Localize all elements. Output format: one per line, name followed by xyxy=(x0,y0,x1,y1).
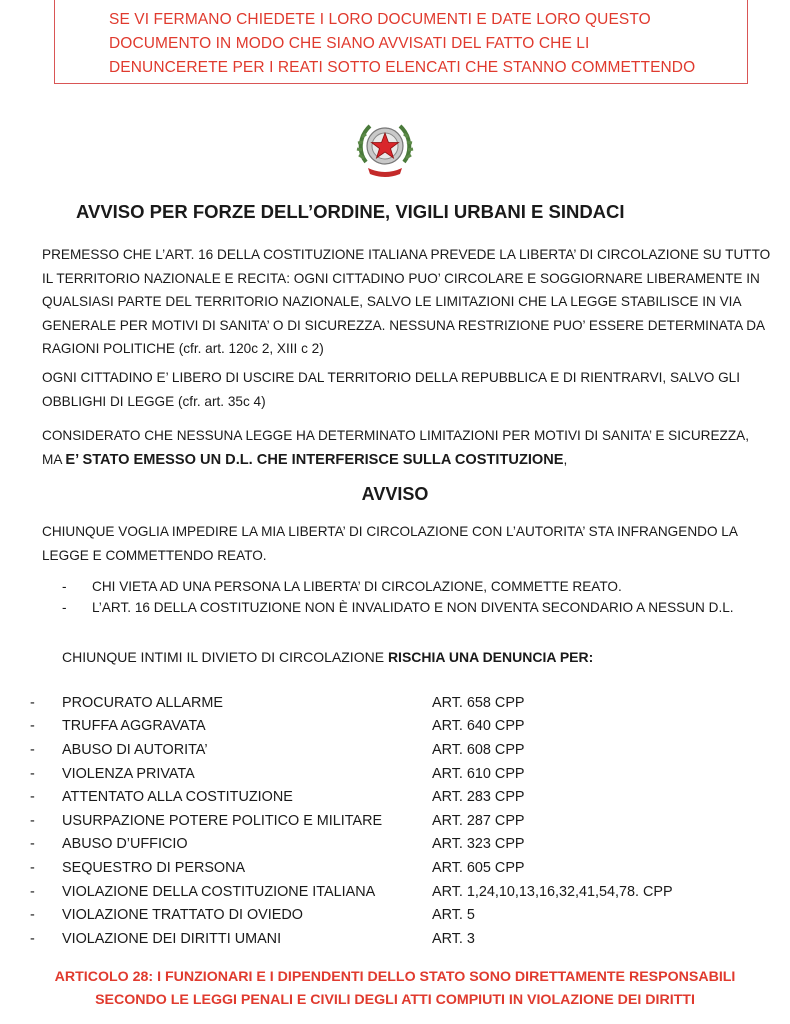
crime-row xyxy=(30,691,673,715)
crime-name: PROCURATO ALLARME xyxy=(62,694,224,711)
crime-row xyxy=(30,833,673,857)
risk-emphasis: RISCHIA UNA DENUNCIA PER: xyxy=(387,649,594,665)
paragraph-line: GENERALE PER MOTIVI DI SANITA’ O DI SICUREZZA. NESSUNA RESTRIZIONE PUO’ ESSERE DETERMINATA DA xyxy=(42,317,766,333)
crime-list xyxy=(30,691,673,951)
crime-article: ART. 658 CPP xyxy=(432,694,525,711)
crime-article: ART. 608 CPP xyxy=(432,741,525,758)
paragraph-considerato xyxy=(42,424,749,472)
paragraph-premessa xyxy=(42,243,770,361)
bullet-marker: - xyxy=(30,789,35,806)
footer-warning xyxy=(0,966,790,1012)
list-item xyxy=(62,576,734,597)
bullet-marker: - xyxy=(30,812,35,829)
paragraph-cittadino xyxy=(42,366,740,413)
bullet-marker: - xyxy=(62,579,67,594)
crime-name: VIOLAZIONE DEI DIRITTI UMANI xyxy=(62,930,282,947)
bullet-marker: - xyxy=(30,694,35,711)
crime-article: ART. 5 xyxy=(432,907,475,924)
crime-article: ART. 287 CPP xyxy=(432,812,525,829)
bullet-marker: - xyxy=(30,883,35,900)
bullet-text: CHI VIETA AD UNA PERSONA LA LIBERTA’ DI CIRCOLAZIONE, COMMETTE REATO. xyxy=(92,579,622,594)
bullet-text: L’ART. 16 DELLA COSTITUZIONE NON È INVALIDATO E NON DIVENTA SECONDARIO A NESSUN D.L. xyxy=(92,600,734,615)
italian-republic-emblem-icon xyxy=(356,118,414,180)
paragraph-line: IL TERRITORIO NAZIONALE E RECITA: OGNI CITTADINO PUO’ CIRCOLARE E SOGGIORNARE LIBERAMENTE IN xyxy=(42,270,760,286)
warning-box xyxy=(54,0,748,84)
crime-row xyxy=(30,809,673,833)
paragraph-line: CONSIDERATO CHE NESSUNA LEGGE HA DETERMINATO LIMITAZIONI PER MOTIVI DI SANITA’ E SICUREZZA, xyxy=(42,428,749,443)
paragraph-line: OBBLIGHI DI LEGGE (cfr. art. 35c 4) xyxy=(42,393,266,409)
paragraph-chiunque xyxy=(42,520,738,567)
footer-line: SECONDO LE LEGGI PENALI E CIVILI DEGLI ATTI COMPIUTI IN VIOLAZIONE DEI DIRITTI xyxy=(95,992,695,1008)
risk-prefix: CHIUNQUE INTIMI IL DIVIETO DI CIRCOLAZIONE xyxy=(62,649,388,665)
crime-name: USURPAZIONE POTERE POLITICO E MILITARE xyxy=(62,812,383,829)
crime-article: ART. 605 CPP xyxy=(432,859,525,876)
list-item xyxy=(62,597,734,618)
warning-line: SE VI FERMANO CHIEDETE I LORO DOCUMENTI E DATE LORO QUESTO xyxy=(109,11,651,28)
crime-article: ART. 323 CPP xyxy=(432,836,525,853)
paragraph-line xyxy=(42,448,749,473)
avviso-heading: AVVISO xyxy=(361,484,429,504)
crime-article: ART. 283 CPP xyxy=(432,789,525,806)
crime-row xyxy=(30,927,673,951)
crime-article: ART. 1,24,10,13,16,32,41,54,78. CPP xyxy=(432,883,673,900)
crime-name: ATTENTATO ALLA COSTITUZIONE xyxy=(62,789,293,806)
crime-name: ABUSO D’UFFICIO xyxy=(62,836,188,853)
crime-name: SEQUESTRO DI PERSONA xyxy=(62,859,246,876)
bullet-marker: - xyxy=(30,741,35,758)
crime-row xyxy=(30,785,673,809)
crime-row xyxy=(30,856,673,880)
bullet-marker: - xyxy=(30,836,35,853)
crime-article: ART. 610 CPP xyxy=(432,765,525,782)
crime-name: VIOLAZIONE TRATTATO DI OVIEDO xyxy=(62,907,303,924)
crime-name: VIOLENZA PRIVATA xyxy=(62,765,195,782)
warning-line: DOCUMENTO IN MODO CHE SIANO AVVISATI DEL FATTO CHE LI xyxy=(109,35,590,52)
risk-statement xyxy=(62,649,593,665)
crime-row xyxy=(30,880,673,904)
paragraph-line: PREMESSO CHE L’ART. 16 DELLA COSTITUZIONE ITALIANA PREVEDE LA LIBERTA’ DI CIRCOLAZIONE SU TUTTO xyxy=(42,247,771,262)
warning-line: DENUNCERETE PER I REATI SOTTO ELENCATI CHE STANNO COMMETTENDO xyxy=(109,59,696,76)
emphasis-text: E’ STATO EMESSO UN D.L. CHE INTERFERISCE SULLA COSTITUZIONE xyxy=(65,451,564,468)
bullet-marker: - xyxy=(30,859,35,876)
paragraph-line: RAGIONI POLITICHE (cfr. art. 120c 2, XIII c 2) xyxy=(42,341,324,356)
paragraph-text: , xyxy=(563,451,568,467)
crime-row xyxy=(30,738,673,762)
page-title: AVVISO PER FORZE DELL’ORDINE, VIGILI URBANI E SINDACI xyxy=(76,201,625,222)
bullet-marker: - xyxy=(62,600,67,615)
paragraph-line: LEGGE E COMMETTENDO REATO. xyxy=(42,547,267,563)
paragraph-line: QUALSIASI PARTE DEL TERRITORIO NAZIONALE, SALVO LE LIMITAZIONI CHE LA LEGGE STABILISCE IN VIA xyxy=(42,294,742,309)
crime-row xyxy=(30,715,673,739)
crime-row xyxy=(30,762,673,786)
paragraph-line: OGNI CITTADINO E’ LIBERO DI USCIRE DAL TERRITORIO DELLA REPUBBLICA E DI RIENTRARVI, SALVO GLI xyxy=(42,370,740,385)
bullet-list xyxy=(62,576,734,618)
bullet-marker: - xyxy=(30,907,35,924)
paragraph-line: CHIUNQUE VOGLIA IMPEDIRE LA MIA LIBERTA’ DI CIRCOLAZIONE CON L’AUTORITA’ STA INFRANGENDO LA xyxy=(42,524,738,539)
crime-row xyxy=(30,903,673,927)
footer-line: ARTICOLO 28: I FUNZIONARI E I DIPENDENTI DELLO STATO SONO DIRETTAMENTE RESPONSABILI xyxy=(54,969,736,985)
crime-name: VIOLAZIONE DELLA COSTITUZIONE ITALIANA xyxy=(62,883,376,900)
paragraph-text: MA xyxy=(42,451,66,467)
crime-article: ART. 640 CPP xyxy=(432,718,525,735)
crime-article: ART. 3 xyxy=(432,930,475,947)
crime-name: TRUFFA AGGRAVATA xyxy=(62,718,206,735)
bullet-marker: - xyxy=(30,930,35,947)
crime-name: ABUSO DI AUTORITA’ xyxy=(62,741,208,758)
bullet-marker: - xyxy=(30,765,35,782)
bullet-marker: - xyxy=(30,718,35,735)
